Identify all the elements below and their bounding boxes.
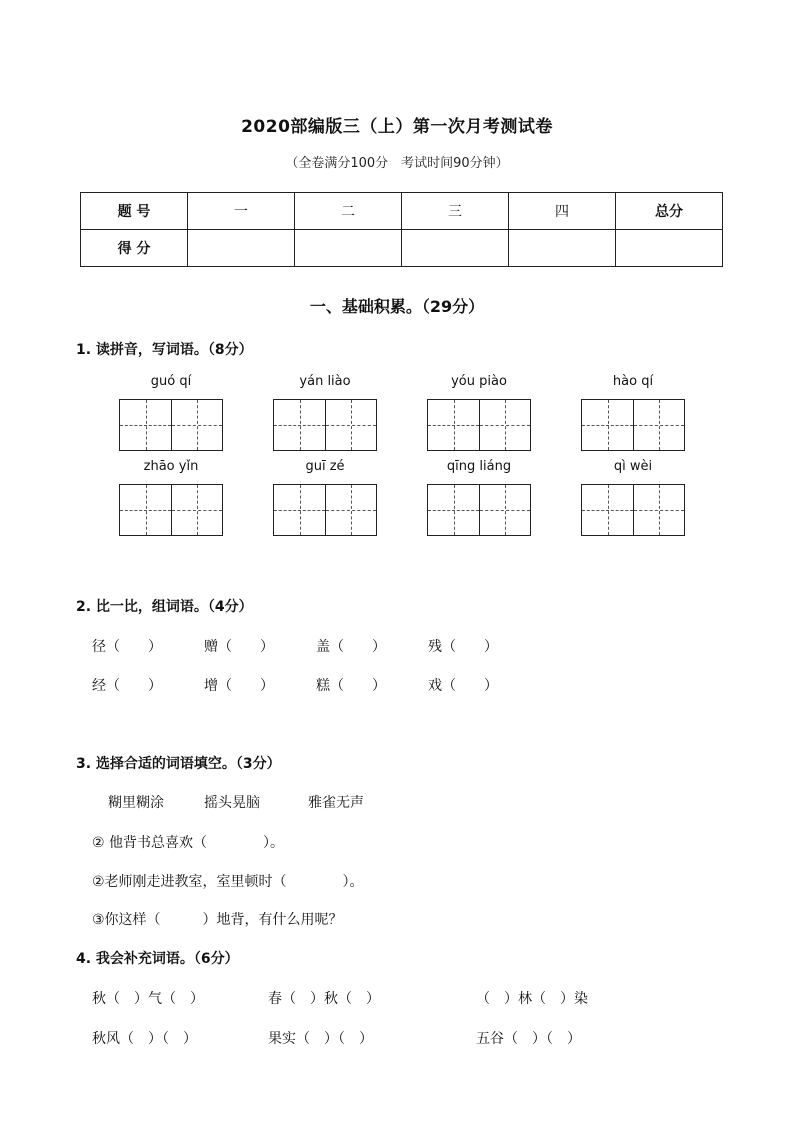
- fill-sentence[interactable]: ②老师刚走进教室，室里顿时（ ）。: [92, 874, 364, 890]
- word-blank[interactable]: 增（ ）: [204, 678, 274, 694]
- word-blank[interactable]: 戏（ ）: [428, 678, 498, 694]
- page-title: 2020部编版三（上）第一次月考测试卷: [241, 117, 553, 137]
- writing-grid[interactable]: [427, 484, 531, 536]
- idiom-blank[interactable]: 秋风（ ）（ ）: [92, 1031, 197, 1047]
- writing-grid[interactable]: [273, 399, 377, 451]
- writing-grid[interactable]: [581, 484, 685, 536]
- writing-grid[interactable]: [273, 484, 377, 536]
- table-cell: 得 分: [81, 230, 188, 267]
- word-blank[interactable]: 糕（ ）: [316, 678, 386, 694]
- pinyin-label: yán liào: [299, 374, 351, 389]
- idiom-blank[interactable]: 五谷（ ）（ ）: [476, 1031, 581, 1047]
- pinyin-label: guó qí: [150, 374, 192, 389]
- idiom-blank[interactable]: （ ）林（ ）染: [476, 991, 588, 1007]
- table-cell: 二: [295, 193, 402, 230]
- pinyin-label: hào qí: [612, 374, 654, 389]
- section-title: 一、基础积累。（29分）: [309, 297, 485, 316]
- word-option: 摇头晃脑: [204, 795, 260, 811]
- pinyin-label: qīng liáng: [446, 459, 512, 474]
- word-option: 糊里糊涂: [108, 795, 164, 811]
- score-input-cell[interactable]: [402, 230, 509, 267]
- pinyin-label: yóu piào: [451, 374, 507, 389]
- pinyin-label: qì wèi: [613, 459, 653, 474]
- word-blank[interactable]: 赠（ ）: [204, 639, 274, 655]
- score-input-cell[interactable]: [295, 230, 402, 267]
- table-cell: 总分: [616, 193, 723, 230]
- writing-grid[interactable]: [427, 399, 531, 451]
- question-4-title: 4. 我会补充词语。（6分）: [76, 951, 239, 967]
- writing-grid[interactable]: [581, 399, 685, 451]
- score-input-cell[interactable]: [188, 230, 295, 267]
- table-cell: 题 号: [81, 193, 188, 230]
- word-blank[interactable]: 径（ ）: [92, 639, 162, 655]
- word-option: 雅雀无声: [308, 795, 364, 811]
- writing-grid[interactable]: [119, 399, 223, 451]
- pinyin-label: guī zé: [305, 459, 345, 474]
- question-3-title: 3. 选择合适的词语填空。（3分）: [76, 756, 281, 772]
- score-table: [80, 192, 723, 267]
- question-2-title: 2. 比一比，组词语。（4分）: [76, 599, 253, 615]
- table-row: [81, 193, 723, 230]
- fill-sentence[interactable]: ③你这样（ ）地背，有什么用呢？: [92, 912, 343, 928]
- table-cell: 三: [402, 193, 509, 230]
- table-row: [81, 230, 723, 267]
- table-cell: 四: [509, 193, 616, 230]
- idiom-blank[interactable]: 春（ ）秋（ ）: [268, 991, 380, 1007]
- table-cell: 一: [188, 193, 295, 230]
- score-input-cell[interactable]: [509, 230, 616, 267]
- word-blank[interactable]: 盖（ ）: [316, 639, 386, 655]
- word-blank[interactable]: 残（ ）: [428, 639, 498, 655]
- score-input-cell[interactable]: [616, 230, 723, 267]
- page-subtitle: （全卷满分100分 考试时间90分钟）: [285, 156, 509, 171]
- pinyin-label: zhāo yǐn: [143, 459, 199, 474]
- word-blank[interactable]: 经（ ）: [92, 678, 162, 694]
- fill-sentence[interactable]: ② 他背书总喜欢（ ）。: [92, 835, 285, 851]
- idiom-blank[interactable]: 果实（ ）（ ）: [268, 1031, 373, 1047]
- writing-grid[interactable]: [119, 484, 223, 536]
- idiom-blank[interactable]: 秋（ ）气（ ）: [92, 991, 204, 1007]
- question-1-title: 1. 读拼音，写词语。（8分）: [76, 342, 253, 358]
